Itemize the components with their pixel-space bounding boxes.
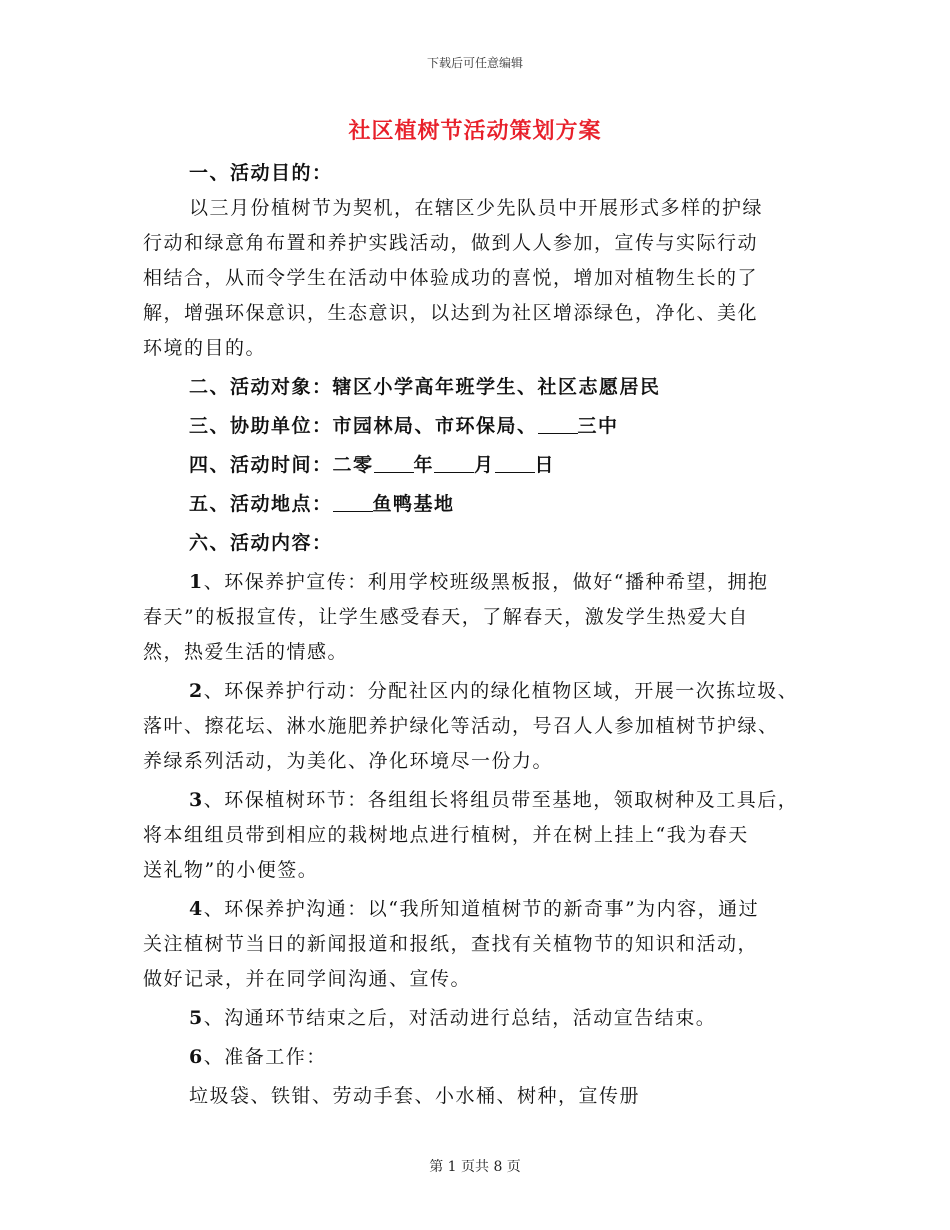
item-3-number: 3 bbox=[189, 789, 204, 811]
item-1-text: 、环保养护宣传：利用学校班级黑板报，做好“播种希望，拥抱 bbox=[203, 571, 769, 593]
blank-underline bbox=[495, 450, 535, 473]
section-3-suffix: 三中 bbox=[577, 415, 619, 437]
section-4-prefix: 四、活动时间：二零 bbox=[189, 454, 374, 476]
item-4-line: 关注植树节当日的新闻报道和报纸，查找有关植物节的知识和活动， bbox=[143, 933, 759, 955]
section-1-line: 行动和绿意角布置和养护实践活动，做到人人参加，宣传与实际行动 bbox=[143, 232, 759, 254]
item-3-line: 送礼物”的小便签。 bbox=[143, 859, 319, 881]
item-1-line bbox=[143, 565, 823, 600]
section-3 bbox=[143, 409, 823, 444]
document-title: 社区植树节活动策划方案 bbox=[348, 118, 602, 144]
item-3-line: 将本组组员带到相应的栽树地点进行植树，并在树上挂上“我为春天 bbox=[143, 824, 749, 846]
item-5-number: 5 bbox=[189, 1007, 204, 1029]
item-2-line: 落叶、擦花坛、淋水施肥养护绿化等活动，号召人人参加植树节护绿、 bbox=[143, 715, 779, 737]
section-4 bbox=[143, 448, 823, 483]
blank-underline bbox=[434, 450, 474, 473]
section-3-prefix: 三、协助单位：市园林局、市环保局、 bbox=[189, 415, 538, 437]
item-4-line: 做好记录，并在同学间沟通、宣传。 bbox=[143, 968, 472, 990]
section-4-year: 年 bbox=[413, 454, 435, 476]
item-3-text: 、环保植树环节：各组组长将组员带至基地，领取树种及工具后， bbox=[203, 789, 799, 811]
item-3-line bbox=[143, 783, 823, 818]
item-6-text: 、准备工作： bbox=[203, 1046, 327, 1068]
item-1-line: 然，热爱生活的情感。 bbox=[143, 641, 349, 663]
section-1-line: 以三月份植树节为契机，在辖区少先队员中开展形式多样的护绿 bbox=[189, 197, 764, 219]
supplies-list: 垃圾袋、铁钳、劳动手套、小水桶、树种，宣传册 bbox=[189, 1085, 641, 1107]
section-1-line: 解，增强环保意识，生态意识，以达到为社区增添绿色，净化、美化 bbox=[143, 302, 759, 324]
item-5-text: 、沟通环节结束之后，对活动进行总结，活动宣告结束。 bbox=[203, 1007, 717, 1029]
section-1-line: 环境的目的。 bbox=[143, 337, 267, 359]
section-1-heading: 一、活动目的： bbox=[189, 162, 333, 184]
blank-underline bbox=[538, 411, 578, 434]
section-5 bbox=[143, 487, 823, 522]
blank-underline bbox=[374, 450, 414, 473]
section-2: 二、活动对象：辖区小学高年班学生、社区志愿居民 bbox=[189, 376, 661, 398]
item-5-line bbox=[143, 1001, 823, 1036]
page-footer: 第 1 页共 8 页 bbox=[429, 1159, 521, 1175]
header-note: 下载后可任意编辑 bbox=[426, 56, 523, 70]
item-2-number: 2 bbox=[189, 680, 204, 702]
section-4-month: 月 bbox=[474, 454, 495, 476]
item-2-line bbox=[143, 674, 823, 709]
item-4-number: 4 bbox=[189, 898, 204, 920]
section-5-suffix: 鱼鸭基地 bbox=[372, 493, 455, 515]
item-1-line: 春天”的板报宣传，让学生感受春天，了解春天，激发学生热爱大自 bbox=[143, 606, 749, 628]
document-body bbox=[143, 156, 823, 1114]
item-6-number: 6 bbox=[189, 1046, 204, 1068]
section-4-day: 日 bbox=[534, 454, 556, 476]
item-6-line bbox=[143, 1040, 823, 1075]
section-1-line: 相结合，从而令学生在活动中体验成功的喜悦，增加对植物生长的了 bbox=[143, 267, 759, 289]
item-1-number: 1 bbox=[189, 571, 204, 593]
item-4-text: 、环保养护沟通：以“我所知道植树节的新奇事”为内容，通过 bbox=[203, 898, 760, 920]
section-6-heading: 六、活动内容： bbox=[189, 532, 333, 554]
item-2-text: 、环保养护行动：分配社区内的绿化植物区域，开展一次拣垃圾、 bbox=[203, 680, 799, 702]
item-2-line: 养绿系列活动，为美化、净化环境尽一份力。 bbox=[143, 750, 554, 772]
item-4-line bbox=[143, 892, 823, 927]
section-5-prefix: 五、活动地点： bbox=[189, 493, 333, 515]
blank-underline bbox=[333, 489, 373, 512]
